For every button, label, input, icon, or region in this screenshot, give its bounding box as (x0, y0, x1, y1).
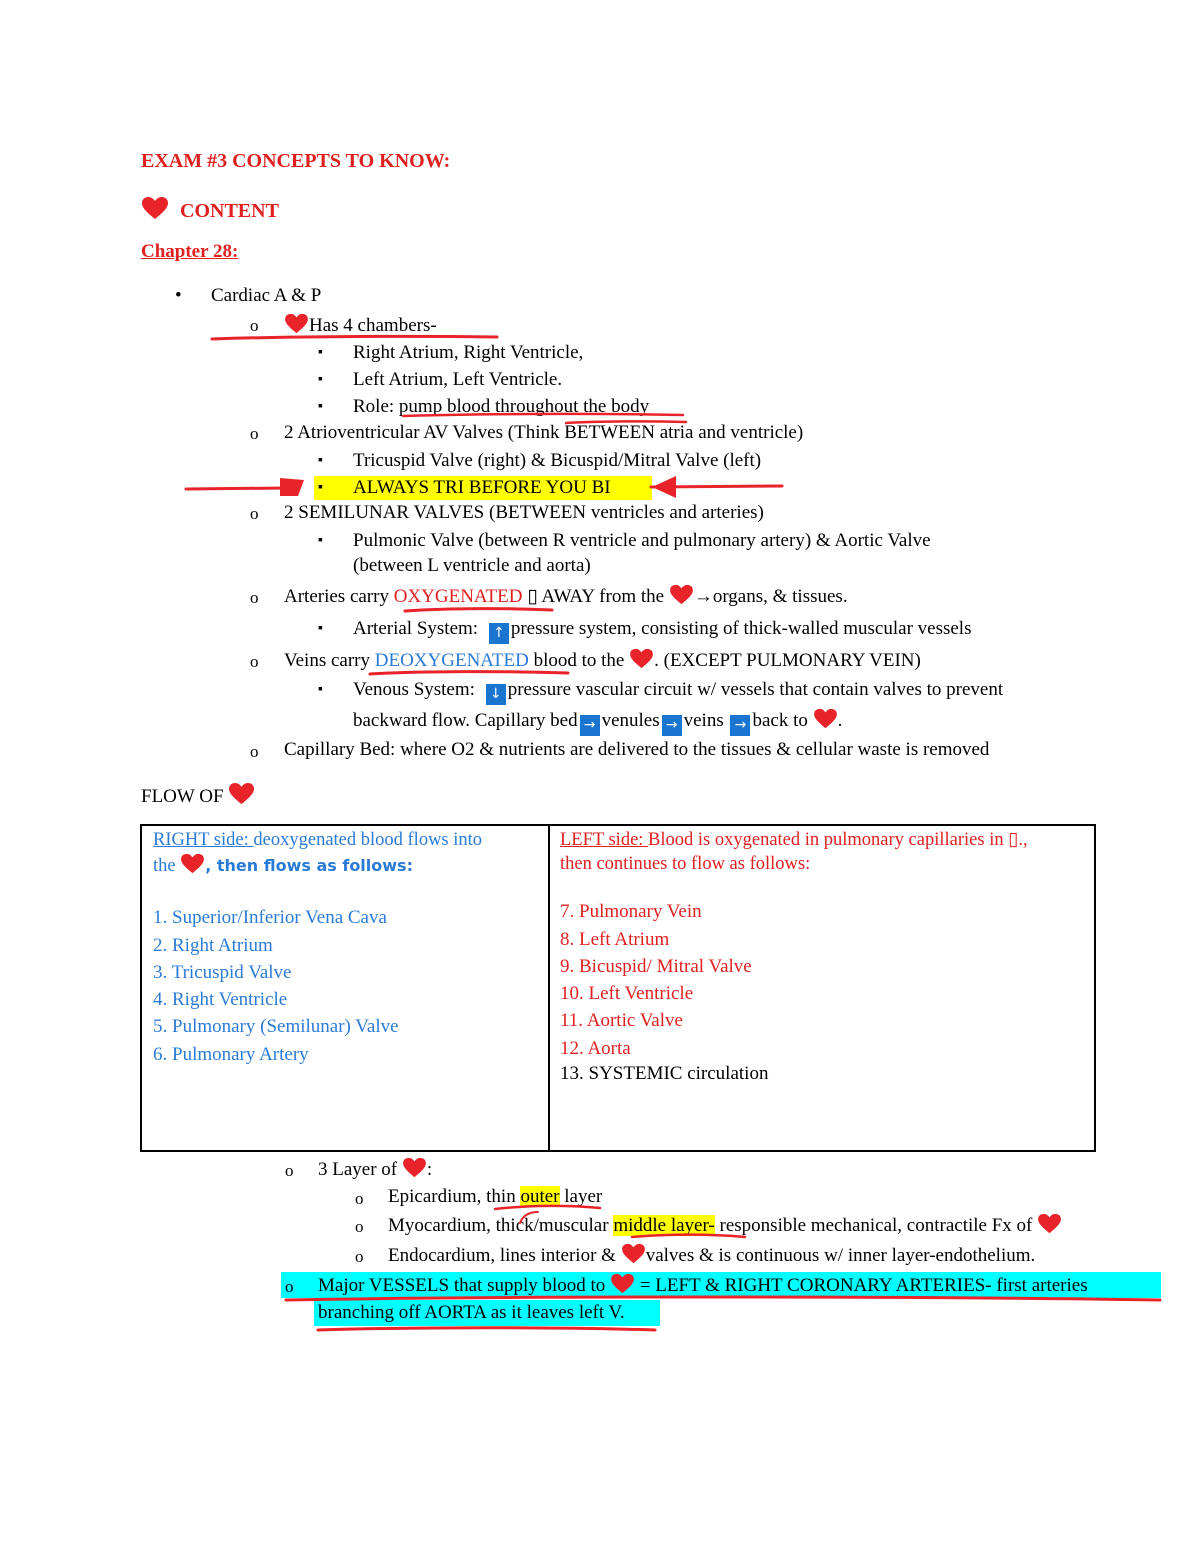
venous-flow-c: veins (683, 710, 729, 731)
cardiac-ap: Cardiac A & P (211, 285, 322, 306)
middle-layer-highlight: middle layer- (613, 1215, 715, 1236)
arteries-text-a: Arteries carry (284, 586, 394, 607)
left-side-heading (560, 828, 1028, 852)
heart-icon (629, 648, 654, 669)
arrow-right-icon: → (580, 715, 600, 736)
heart-icon (669, 584, 694, 605)
flow-of-text: FLOW OF (141, 786, 229, 807)
right-side-label: RIGHT side: (153, 830, 254, 850)
bullet-square: ▪ (318, 399, 323, 414)
right-step: 1. Superior/Inferior Vena Cava (153, 907, 387, 928)
role-prefix: Role: (353, 396, 399, 417)
veins-text-b: blood to the (528, 650, 630, 671)
bullet-o: o (355, 1247, 364, 1266)
myocardium-text-a: Myocardium, thick/muscular (388, 1215, 614, 1236)
arrow-right-icon: → (662, 715, 682, 736)
left-arrow-head (280, 478, 304, 496)
venous-flow-e: . (837, 710, 843, 731)
bullet-square: ▪ (318, 480, 323, 495)
deoxygenated-word: DEOXYGENATED (374, 650, 529, 671)
heart-icon (284, 313, 309, 334)
bullet-o: o (285, 1277, 294, 1296)
semilunar-valves: 2 SEMILUNAR VALVES (BETWEEN ventricles and arteries) (284, 502, 764, 523)
bullet-square: ▪ (318, 533, 323, 548)
venous-flow (353, 708, 842, 736)
left-step: 10. Left Ventricle (560, 983, 694, 1004)
bullet-square: ▪ (318, 453, 323, 468)
bullet-o: o (250, 588, 259, 607)
arrow-up-icon: ↑ (489, 623, 509, 644)
flow-of-heading (141, 782, 255, 809)
bullet-o: o (250, 742, 259, 761)
epicardium-text-a: Epicardium, thin (388, 1186, 521, 1207)
left-step: 7. Pulmonary Vein (560, 901, 702, 922)
left-step: 8. Left Atrium (560, 929, 670, 950)
layers-line (318, 1157, 432, 1182)
bullet-o: o (355, 1217, 364, 1236)
endocardium-text-a: Endocardium, lines interior & (388, 1245, 621, 1266)
myocardium-line (388, 1213, 1062, 1238)
right-side-line2-a: the (153, 856, 181, 876)
page-title: EXAM #3 CONCEPTS TO KNOW: (141, 150, 451, 172)
epicardium-line (388, 1185, 602, 1209)
table-divider (548, 826, 550, 1150)
right-step: 4. Right Ventricle (153, 989, 288, 1010)
underline-branching (318, 1328, 655, 1330)
right-side-line2-b: , then flows as follows: (205, 856, 413, 875)
epicardium-text-b: layer (559, 1186, 603, 1207)
arterial-desc: pressure system, consisting of thick-walled muscular vessels (510, 618, 972, 639)
right-side-heading (153, 828, 482, 852)
chambers-text: Has 4 chambers- (309, 315, 437, 336)
right-step: 3. Tricuspid Valve (153, 962, 292, 983)
role-line (353, 395, 649, 419)
venous-system (353, 678, 1003, 705)
left-arrow-shaft (186, 488, 286, 489)
left-step: 11. Aortic Valve (560, 1010, 683, 1031)
left-side-heading-2: then continues to flow as follows: (560, 854, 811, 874)
arteries-text-c: →organs, & tissues. (693, 586, 848, 607)
capillary-bed: Capillary Bed: where O2 & nutrients are delivered to the tissues & cellular waste is removed (284, 739, 990, 760)
heart-icon (402, 1157, 427, 1178)
heart-icon (228, 782, 255, 805)
arrow-down-icon: ↓ (486, 684, 506, 705)
outer-highlight: outer (520, 1186, 560, 1207)
venous-label: Venous System: (353, 679, 480, 700)
major-vessels-text-a: Major VESSELS that supply blood to (318, 1275, 611, 1296)
content-label: CONTENT (180, 200, 279, 222)
heart-icon (621, 1243, 646, 1264)
layers-colon: : (426, 1159, 433, 1180)
arterial-label: Arterial System: (353, 618, 483, 639)
layers-text: 3 Layer of (318, 1159, 402, 1180)
veins-text-a: Veins carry (284, 650, 375, 671)
venous-flow-a: backward flow. Capillary bed (353, 710, 578, 731)
chapter-heading: Chapter 28: (141, 241, 239, 262)
arteries-line (284, 584, 848, 609)
bullet-o: o (355, 1189, 364, 1208)
chambers-left: Left Atrium, Left Ventricle. (353, 369, 563, 390)
right-step: 5. Pulmonary (Semilunar) Valve (153, 1016, 399, 1037)
content-heading (141, 196, 279, 223)
veins-text-c: . (EXCEPT PULMONARY VEIN) (654, 650, 921, 671)
major-vessels-text-b: = LEFT & RIGHT CORONARY ARTERIES- first arteries (635, 1275, 1088, 1296)
bullet-o: o (285, 1161, 294, 1180)
av-valves: 2 Atrioventricular AV Valves (Think BETWEEN atria and ventricle) (284, 422, 804, 443)
heart-icon (180, 853, 205, 874)
oxygenated-word: OXYGENATED (393, 586, 523, 607)
chambers-right: Right Atrium, Right Ventricle, (353, 342, 584, 363)
left-step: 9. Bicuspid/ Mitral Valve (560, 956, 752, 977)
major-vessels-line-2: branching off AORTA as it leaves left V. (318, 1302, 625, 1323)
semilunar-pulmonic: Pulmonic Valve (between R ventricle and pulmonary artery) & Aortic Valve (353, 530, 931, 551)
venous-flow-b: venules (601, 710, 660, 731)
bullet-o: o (250, 424, 259, 443)
chambers-line (284, 313, 437, 338)
venous-desc: pressure vascular circuit w/ vessels that contain valves to prevent (507, 679, 1004, 700)
always-tri-highlight (314, 476, 652, 500)
heart-icon (610, 1273, 635, 1294)
left-side-desc: Blood is oxygenated in pulmonary capillaries in ▯., (648, 830, 1028, 850)
left-side-label: LEFT side: (560, 830, 649, 850)
bullet-o: o (250, 316, 259, 335)
right-side-heading-2 (153, 853, 413, 878)
endocardium-text-b: valves & is continuous w/ inner layer-endothelium. (645, 1245, 1036, 1266)
heart-icon (1037, 1213, 1062, 1234)
heart-icon (813, 708, 838, 729)
semilunar-aortic: (between L ventricle and aorta) (353, 555, 591, 576)
right-arrow-shaft (651, 486, 782, 487)
flow-table (140, 824, 1096, 1152)
av-tricuspid-bicuspid: Tricuspid Valve (right) & Bicuspid/Mitral Valve (left) (353, 450, 762, 471)
bullet-square: ▪ (318, 345, 323, 360)
left-step: 12. Aorta (560, 1038, 631, 1059)
bullet-square: ▪ (318, 372, 323, 387)
veins-line (284, 648, 921, 673)
arterial-system (353, 617, 971, 644)
bullet-o: o (250, 652, 259, 671)
endocardium-line (388, 1243, 1035, 1268)
bullet-dot: • (175, 285, 182, 306)
right-side-desc: deoxygenated blood flows into (253, 830, 483, 850)
bullet-square: ▪ (318, 621, 323, 636)
arrow-right-icon: → (730, 715, 750, 736)
role-text: pump blood throughout the body (398, 396, 650, 417)
major-vessels-line (318, 1273, 1088, 1298)
right-step: 2. Right Atrium (153, 935, 273, 956)
myocardium-text-b: responsible mechanical, contractile Fx of (714, 1215, 1038, 1236)
arteries-text-b: ▯ AWAY from the (522, 586, 669, 607)
left-step-systemic: 13. SYSTEMIC circulation (560, 1063, 769, 1084)
right-step: 6. Pulmonary Artery (153, 1044, 309, 1065)
always-tri-text: ALWAYS TRI BEFORE YOU BI (353, 477, 611, 498)
heart-icon (141, 196, 169, 220)
right-arrow-head (652, 476, 676, 498)
venous-flow-d: back to (752, 710, 813, 731)
bullet-square: ▪ (318, 682, 323, 697)
bullet-o: o (250, 504, 259, 523)
